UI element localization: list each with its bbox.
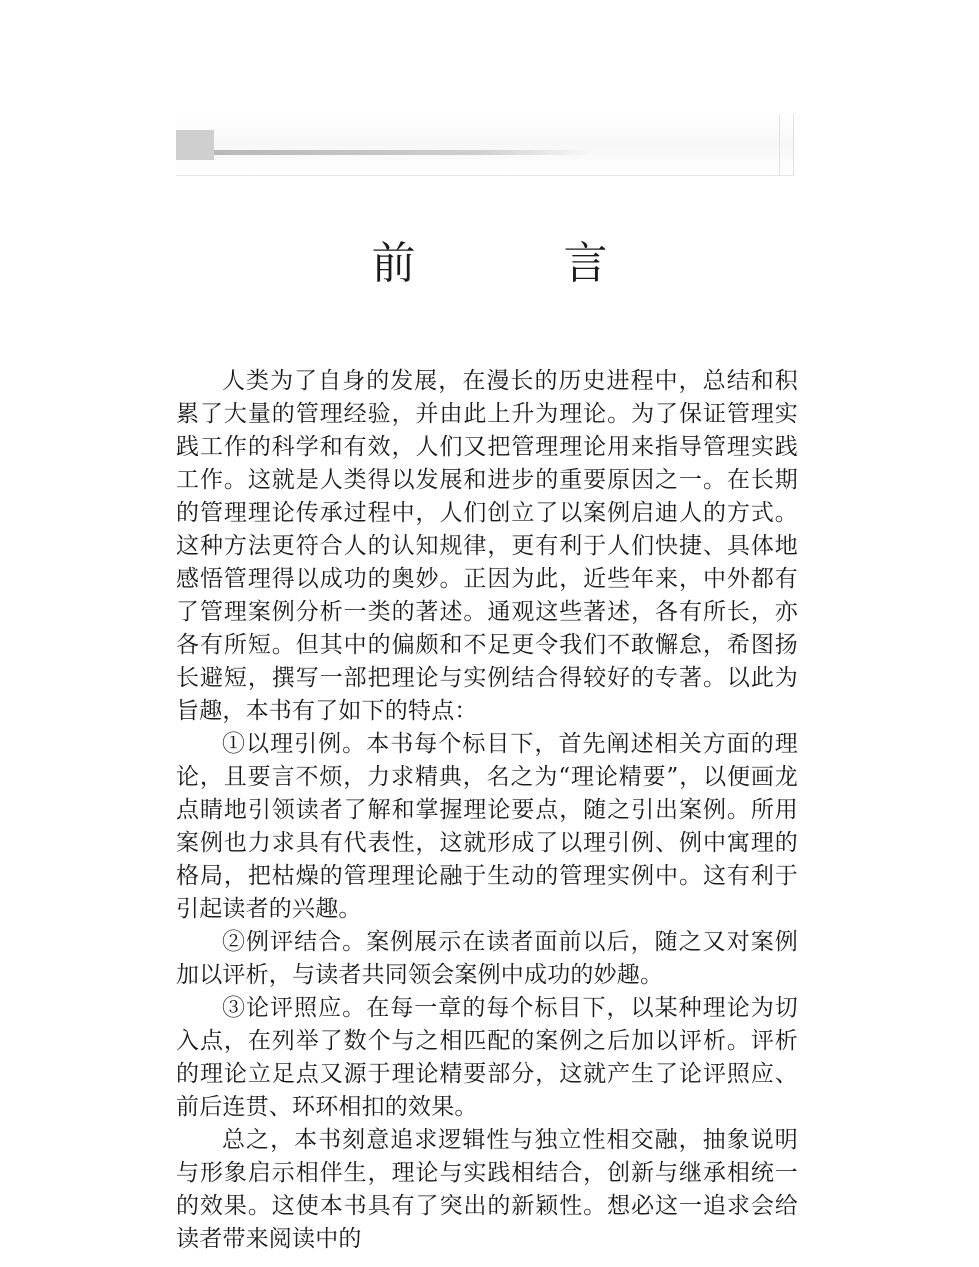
header-decoration-block [176, 130, 214, 160]
header-decoration-edge [779, 114, 780, 176]
header-decoration-line [214, 150, 594, 155]
paragraph-feature-2: ②例评结合。案例展示在读者面前以后，随之又对案例加以评析，与读者共同领会案例中成功的妙趣。 [176, 929, 798, 988]
paragraph-feature-1: ①以理引例。本书每个标目下，首先阐述相关方面的理论，且要言不烦，力求精典，名之为“理论精要”，以便画龙点睛地引领读者了解和掌握理论要点，随之引出案例。所用案例也力求具有代表性，这就形成了以理引例、例中寓理的格局，把枯燥的管理理论融于生动的管理实例中。这有利于引起读者的兴趣。 [176, 731, 798, 922]
header-decoration-edge [793, 114, 794, 176]
page-title: 前 言 [371, 238, 660, 289]
preface-body [176, 365, 798, 1256]
paragraph-intro: 人类为了自身的发展，在漫长的历史进程中，总结和积累了大量的管理经验，并由此上升为理论。为了保证管理实践工作的科学和有效，人们又把管理理论用来指导管理实践工作。这就是人类得以发展和进步的重要原因之一。在长期的管理理论传承过程中，人们创立了以案例启迪人的方式。这种方法更符合人的认知规律，更有利于人们快捷、具体地感悟管理得以成功的奥妙。正因为此，近些年来，中外都有了管理案例分析一类的著述。通观这些著述，各有所长，亦各有所短。但其中的偏颇和不足更令我们不敢懈怠，希图扬长避短，撰写一部把理论与实例结合得较好的专著。以此为旨趣，本书有了如下的特点： [176, 368, 798, 724]
paragraph-summary: 总之，本书刻意追求逻辑性与独立性相交融，抽象说明与形象启示相伴生，理论与实践相结合，创新与继承相统一的效果。这使本书具有了突出的新颖性。想必这一追求会给读者带来阅读中的 [176, 1127, 798, 1252]
paragraph-feature-3: ③论评照应。在每一章的每个标目下，以某种理论为切入点，在列举了数个与之相匹配的案例之后加以评析。评析的理论立足点又源于理论精要部分，这就产生了论评照应、前后连贯、环环相扣的效果。 [176, 995, 798, 1120]
header-decoration-rule [176, 175, 794, 176]
header-decoration-band [176, 114, 794, 176]
